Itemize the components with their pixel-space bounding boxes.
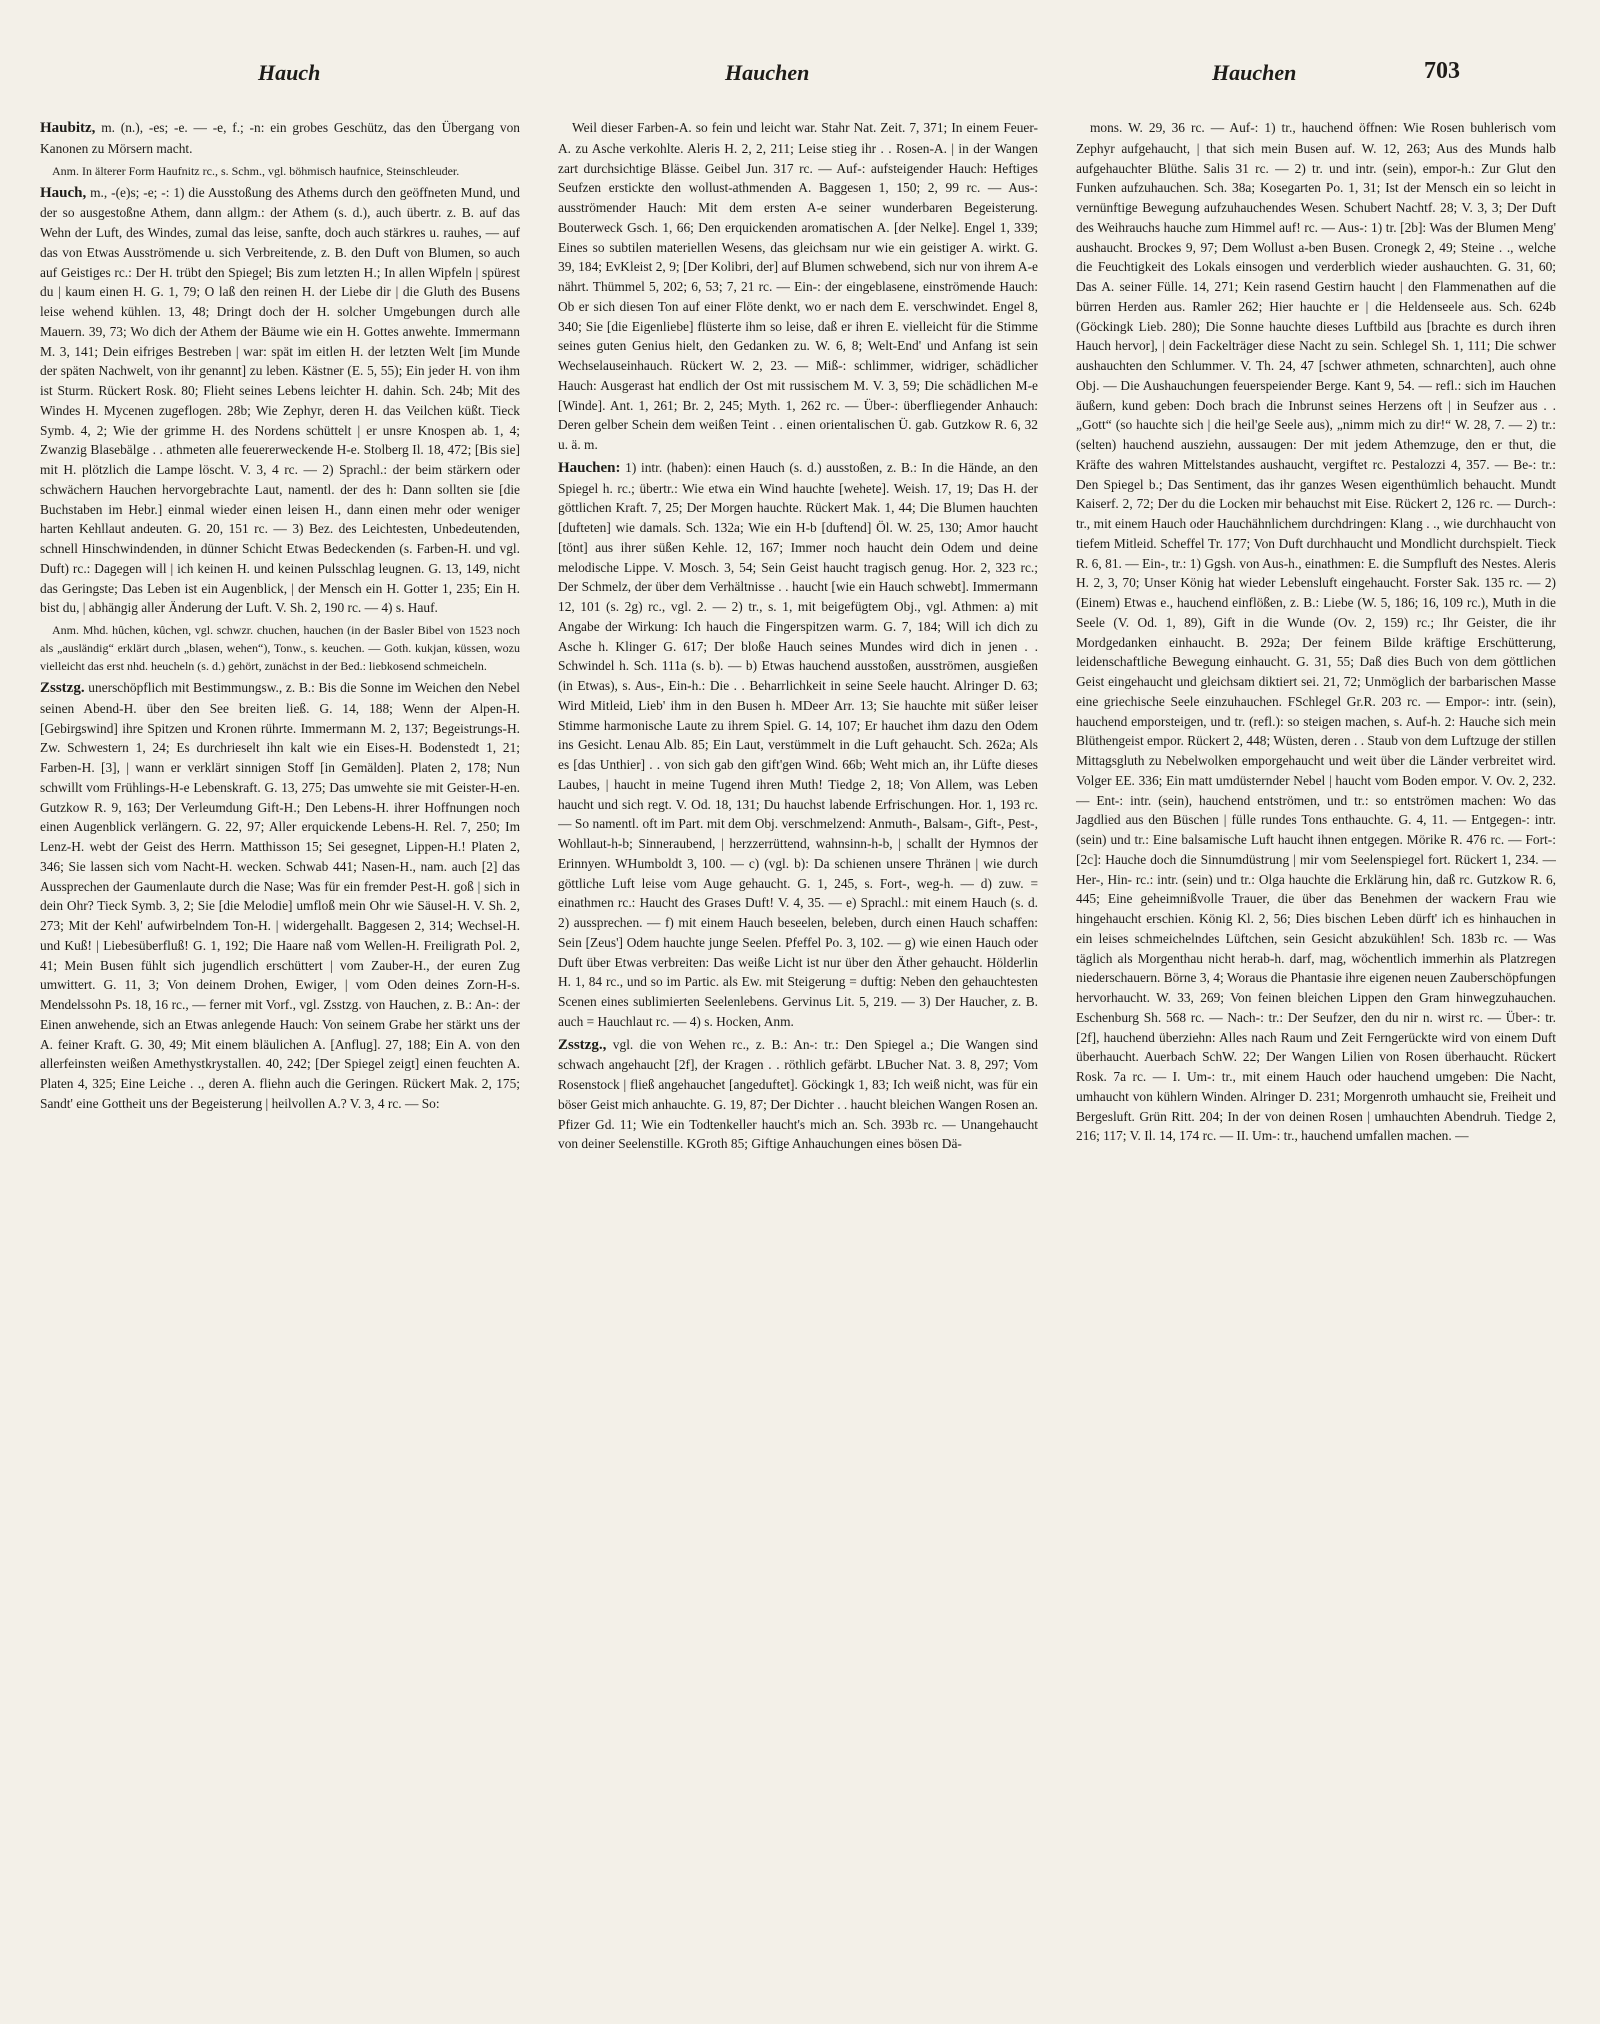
dictionary-paragraph (40, 621, 520, 675)
entry-lemma: Hauch, (40, 184, 87, 201)
text-column-left (40, 118, 520, 1998)
right-headword: Hauchen (1212, 60, 1297, 85)
dictionary-paragraph (40, 678, 520, 1114)
entry-text: Weil dieser Farben-A. so fein und leicht war. Stahr Nat. Zeit. 7, 371; In einem Feuer-A. zu Asche verkohlte. Aleris H. 2, 2, 211; Leise stieg ihr . . Rosen-A. | in der Wangen zart durchsichtige Blässe. Geibel Jun. 317 rc. — Auf-: aufsteigender Hauch: Heftiges Seufzen erstickte den wollust-athmenden A. Baggesen 1, 150; 2, 99 rc. — Aus-: ausströmender Hauch: Mit dem ersten A-e seiner wunderbaren Begeisterung. Bouterweck Gsch. 1, 66; Den erquickenden aromatischen A. [der Nelke]. Engel 1, 339; Eines so subtilen materiellen Wesens, das gleichsam nur wie ein geistiger A. wirkt. G. 39, 184; EvKleist 2, 9; [Der Kolibri, der] auf Blumen schwebend, sich nur von ihrem A-e nährt. Thümmel 5, 202; 6, 53; 7, 21 rc. — Ein-: der eingeblasene, einströmende Hauch: Ob er sich diesen Ton auf einer Flöte denkt, wo er nach dem E. verschwindet. Engel 8, 340; Sie [die Eigenliebe] flüsterte ihm so leise, daß er ihren E. vielleicht für die Stimme seines guten Genius hielt, den Gedanken zu. W. 6, 8; Welt-End' und Anfang ist sein Wechselauseinhauch. Rückert W. 2, 23. — Miß-: schlimmer, widriger, schädlicher Hauch: Ausgerast hat endlich der Ost mit russischem M. V. 3, 59; Die schädlichen M-e [Winde]. Ant. 1, 261; Br. 2, 245; Myth. 1, 262 rc. — Über-: überfliegender Anhauch: Deren gelber Schein dem weißen Teint . . einen orientalischen Ü. gab. Gutzkow R. 6, 32 u. ä. m. (558, 120, 1038, 452)
page-number: 703 (1424, 58, 1460, 84)
running-header (0, 60, 1600, 100)
entry-text: mons. W. 29, 36 rc. — Auf-: 1) tr., hauchend öffnen: Wie Rosen buhlerisch vom Zephyr aufgehaucht, | that sich mein Busen auf. W. 12, 263; Aus des Munds halb aufgehauchter Blüthe. Salis 31 rc. — 2) tr. und intr. (sein), empor-h.: Zur Glut den Funken aufzuhauchen. Sch. 38a; Kosegarten Po. 1, 31; Ist der Mensch ein so leicht in vernünftige Bewegung aufzuhauchendes Wesen. Schubert Nachtf. 28; V. 3, 3; Der Duft des Weihrauchs hauche zum Himmel auf! rc. — Aus-: 1) tr. [2b]: Was der Blumen Meng' aushaucht. Brockes 9, 97; Dem Wollust a-ben Busen. Cronegk 2, 49; Steine . ., welche die Feuchtigkeit des Lokals einsogen und verderblich wieder aushauchten. G. 31, 60; Das A. seiner Fülle. 14, 271; Kein rasend Gestirn haucht | den Flammenathen auf die bürren Herden aus. Ramler 262; Hier hauchte er | die Heldenseele aus. Sch. 624b (Göckingk Lieb. 280); Die Sonne hauchte dieses Luftbild aus [brachte es durch ihren Hauch hervor], | dein Fackelträger diese Nacht zu sein. Schlegel Sh. 1, 111; Die schwer aushauchten den Schlummer. V. Th. 24, 47 [schwer athmeten, schnarchten], auch ohne Obj. — Die Aushauchungen feuerspeiender Berge. Kant 9, 54. — refl.: sich im Hauchen äußern, kund geben: Doch brach die Inbrunst seines Herzens oft | in Seufzer aus . . „Gott“ (so hauchte sich | die heil'ge Seele aus), „nimm mich zu dir!“ W. 28, 7. — 2) tr.: (selten) hauchend ausziehn, aussaugen: Der mit jedem Athemzuge, den er thut, die Kräfte des wahren Mittelstandes aushaucht, vergiftet rc. Pestalozzi 4, 357. — Be-: tr.: Den Spiegel b.; Das Sentiment, das ihr ganzes Wesen eigenthümlich behaucht. Mundt Kaiserf. 2, 72; Der du die Locken mir behauchst mit Eise. Rückert 2, 126 rc. — Durch-: tr., mit einem Hauch oder Hauchähnlichem durchdringen: Klang . ., wie durchhaucht von tiefem Mitleid. Scheffel Tr. 177; Von Duft durchhaucht und Mondlicht durchspielt. Tieck R. 6, 81. — Ein-, tr.: 1) Ggsh. von Aus-h., einathmen: E. die Sumpfluft des Nestes. Aleris H. 2, 3, 70; Unser König hat wieder Lebensluft eingehaucht. Forster Sak. 135 rc. — 2) (Einem) Etwas e., hauchend einflößen, z. B.: Liebe (W. 5, 186; 16, 109 rc.), Muth in die Seele (V. Od. 1, 89), Gift in die Wunde (Ov. 2, 159) rc.; Ihr Geister, die ihr Mordgedanken einhaucht. B. 292a; Der feinem Bilde kräftige Erschütterung, leidenschaftliche Bewegung einhaucht. G. 31, 55; Daß dies Buch von dem göttlichen Geist eingehaucht und gleichsam diktiert sei. 21, 72; Unmöglich der barbarischen Masse eine griechische Seele einzuhauchen. FSchlegel Gr.R. 203 rc. — Empor-: intr. (sein), hauchend emporsteigen, und tr. (refl.): so steigen machen, s. Auf-h. 2: Hauche sich mein Blüthengeist empor. Rückert 2, 448; Wüsten, deren . . Staub von dem Luftzuge der stillen Mittagsgluth zu Nebelwolken emporgehaucht und weit über die Länder verbreitet wird. Volger EE. 336; Ein matt umdüsternder Nebel | haucht vom Boden empor. V. Ov. 2, 232. — Ent-: intr. (sein), hauchend entströmen, und tr.: so entströmen machen: Wo das Jagdlied aus den Büschen | fülle rundes Tons enthauchte. G. 4, 11. — Entgegen-: intr. (sein) und tr.: Eine balsamische Luft haucht ihnen entgegen. Mörike R. 476 rc. — Fort-: [2c]: Hauche doch die Sinnumdüstrung | mir vom Seelenspiegel fort. Rückert 1, 234. — Her-, Hin- rc.: intr. (sein) und tr.: Olga hauchte die Erklärung hin, daß rc. Gutzkow R. 6, 445; Eine geheimnißvolle Trauer, die über das Benehmen der wackern Frau wie hingehaucht erschien. König Kl. 2, 56; Dies bischen Leben dürft' ich es hinhauchen in ein leises schmeichelndes Lüftchen, sein Gesicht abzukühlen! Sch. 183b rc. — Was täglich als Morgenthau nicht herab-h. darf, mag, wöchentlich immerhin als Platzregen niederschauern. Börne 3, 4; Woraus die Phantasie ihre eigenen neuen Zauberschöpfungen hervorhaucht. W. 33, 269; Von feinen bleichen Lippen den Gram hinwegzuhauchen. Eschenburg Sh. 568 rc. — Nach-: tr.: Der Seufzer, den du nir n. wirst rc. — Über-: tr. [2f], hauchend überziehn: Alles nach Raum und Zeit Ferngerückte wird von einem Duft überhaucht. Auerbach SchW. 22; Der Wangen Lilien von Rosen überhaucht. Rückert Rosk. 7a rc. — I. Um-: tr., mit einem Hauch oder hauchend umgeben: Die Nacht, umhaucht von kühlern Winden. Alringer D. 231; Morgenroth umhaucht sie, Freiheit und Bergesluft. Grün Ritt. 204; In der von deinen Rosen | umhauchten Abendruh. Tiedge 2, 216; 117; V. Il. 14, 174 rc. — II. Um-: tr., hauchend umfallen machen. — (1076, 120, 1556, 1144)
entry-text: m., -(e)s; -e; -: 1) die Ausstoßung des Athems durch den geöffneten Mund, und der so ausgestoßne Athem, dann allgm.: der Athem (s. d.), auch übertr. z. B. auf das Wehn der Luft, des Windes, zumal das leise, sanfte, doch auch stärkres u. rauhes, — auf das von Etwas Ausströmende u. sich Verbreitende, z. B. den Duft von Blumen, so auch auf Geistiges rc.: Der H. trübt den Spiegel; Bis zum letzten H.; In allen Wipfeln | spürest du | kaum einen H. G. 1, 79; O laß den reinen H. der Liebe dir | die Gluth des Busens leise wehend kühlen. 13, 48; Dringt doch der H. solcher Umgebungen durch alle Mauern. 39, 73; Wo dich der Athem der Bäume wie ein H. Gottes anwehte. Immermann M. 3, 141; Dein eifriges Bestreben | war: spät im eitlen H. der letzten Welt [im Munde der späten Nachwelt, von ihr genannt] zu leben. Kästner (E. 5, 55); Ein jeder H. von ihm ist Sturm. Rückert Rosk. 80; Flieht seines Lebens leichter H. dahin. Sch. 24b; Mit des Windes H. Mycenen zugeflogen. 28b; Wie Zephyr, deren H. das Veilchen küßt. Tieck Symb. 4, 2; Wie der grimme H. des Nordens schüttelt | er unsre Knospen ab. 1, 4; Zwanzig Blasebälge . . athmeten alle feuererweckende H-e. Stolberg Il. 18, 472; [Bis sie] mit H. plötzlich die Lampe löscht. V. 3, 4 rc. — 2) Sprachl.: der beim stärkern oder schwächern Hauchen hervorgebrachte Laut, namentl. der des h: Dann sollten sie [die Buchstaben im Hebr.] einmal wieder einen leisen H., dann einen mehr oder weniger harten Kehllaut andeuten. G. 20, 151 rc. — 3) Bez. des Leichtesten, Unbedeutenden, schnell Hinschwindenden, in dünner Schicht Etwas Bedeckenden (s. Farben-H. und vgl. Duft) rc.: Dagegen will | ich keinen H. und keinen Pulsschlag leugnen. G. 13, 149, nicht das Geringste; Das Leben ist ein Augenblick, | der Mensch ein H. Gotter 1, 235; Ein H. bist du, | abhängig aller Änderung der Luft. V. Sh. 2, 190 rc. — 4) s. Hauf. (40, 184, 520, 616)
entry-text: Anm. In älterer Form Haufnitz rc., s. Schm., vgl. böhmisch haufnice, Steinschleuder. (52, 163, 460, 178)
entry-lemma: Hauchen: (558, 459, 621, 476)
dictionary-paragraph (40, 162, 520, 180)
entry-lemma: Zsstzg. (40, 680, 85, 696)
dictionary-paragraph (1076, 118, 1556, 1146)
text-column-right (1076, 118, 1556, 1998)
entry-text: m. (n.), -es; -e. — -e, f.; -n: ein grobes Geschütz, das den Übergang von Kanonen zu Mörsern macht. (40, 120, 520, 156)
entry-text: vgl. die von Wehen rc., z. B.: An-: tr.: Den Spiegel a.; Die Wangen sind schwach angehaucht [2f], der Kragen . . röthlich gefärbt. LBucher Nat. 3. 8, 297; Vom Rosenstock | fließ angehauchet [angeduftet]. Göckingk 1, 83; Ich weiß nicht, was für ein böser Geist mich anhauchte. G. 19, 87; Der Dichter . . haucht bleichen Wangen Rosen an. Pfizer Gd. 11; Wie ein Todtenkeller haucht's mich an. Sch. 393b rc. — Unangehaucht von deiner Seelenstille. KGroth 85; Giftige Anhauchungen eines bösen Dä- (558, 1036, 1038, 1152)
text-column-middle (558, 118, 1038, 1998)
entry-text: Anm. Mhd. hûchen, kûchen, vgl. schwzr. chuchen, hauchen (in der Basler Bibel von 1523 noch als „ausländig“ erklärt durch „blasen, wehen“), Tonw., s. keuchen. — Goth. kukjan, küssen, wozu vielleicht das erst nhd. heucheln (s. d.) gehört, zunächst in der Bed.: liebkosend schmeicheln. (40, 623, 520, 673)
entry-lemma: Zsstzg., (558, 1036, 607, 1053)
dictionary-paragraph (40, 183, 520, 619)
dictionary-paragraph (40, 118, 520, 159)
dictionary-paragraph (558, 458, 1038, 1032)
dictionary-paragraph (558, 118, 1038, 455)
left-headword: Hauch (258, 60, 321, 85)
dictionary-paragraph (558, 1035, 1038, 1155)
center-headword: Hauchen (725, 60, 810, 85)
entry-lemma: Haubitz, (40, 120, 96, 136)
entry-text: 1) intr. (haben): einen Hauch (s. d.) ausstoßen, z. B.: In die Hände, an den Spiegel h. rc.; übertr.: Wie etwa ein Wind hauchte [wehete]. Weish. 17, 19; Das H. der göttlichen Kraft. 7, 25; Der Morgen hauchte. Rückert Mak. 1, 44; Die Blumen hauchten [dufteten] wie damals. Sch. 132a; Wie ein H-b [duftend] Öl. W. 25, 130; Amor haucht [tönt] aus ihrer süßen Kehle. 12, 167; Immer noch haucht dein Odem und deine melodische Lippe. V. Mosch. 3, 54; Sein Geist haucht tragisch genug. Hor. 2, 323 rc.; Der Schmelz, der über dem Verhältnisse . . haucht [wie ein Hauch schwebt]. Immermann 12, 101 (s. 2g) rc., vgl. 2. — 2) tr., s. 1, mit beigefügtem Obj., vgl. Athmen: a) mit Angabe der Wirkung: Ich hauch die Fingerspitzen warm. G. 7, 184; Will ich dich zu Asche h. Klinger G. 617; Der bloße Hauch seines Mundes wird dich in jenen . . Schwindel h. Sch. 111a (s. b). — b) Etwas hauchend ausstoßen, ausströmen, ausgießen (in Etwas), s. Aus-, Ein-h.: Die . . Beharrlichkeit in seine Seele haucht. Alringer D. 63; Wird Mitleid, Lieb' ihm in den Busen h. MDeer Arr. 13; Sie hauchte mit süßer leiser Stimme harmonische Laute zu ihrem Spiel. G. 14, 107; Er hauchet ihm dazu den Odem ins Gesicht. Lenau Alb. 85; Ein Laut, verstümmelt in die Luft gehaucht. Sch. 262a; Als es [das Unthier] . . von sich gab den gift'gen Wind. 66b; Weht mich an, ihr Lüfte dieses Laubes, | haucht in meine Tugend ihren Muth! Tiedge 2, 18; Von Allem, was Leben haucht und sich regt. V. Od. 18, 131; Du hauchst labende Erfrischungen. Hor. 1, 193 rc. — So namentl. oft im Part. mit dem Obj. verschmelzend: Anmuth-, Balsam-, Gift-, Pest-, Wohllaut-h-b; Sinneraubend, | herzzerrüttend, wahnsinn-h-b, | schallt der Hymnos der Erinnyen. WHumboldt 3, 100. — c) (vgl. b): Da schienen unsere Thränen | wie durch göttliche Luft leise vom Auge gehaucht. G. 1, 245, s. Fort-, weg-h. — d) zuw. = einathmen rc.: Haucht des Grases Duft! V. 4, 35. — e) Sprachl.: mit einem Hauch (s. d. 2) aussprechen. — f) mit einem Hauch beseelen, beleben, durch einen Hauch schaffen: Sein [Zeus'] Odem hauchte junge Seelen. Pfeffel Po. 3, 102. — g) wie einen Hauch oder Duft über Etwas verbreiten: Das weiße Licht ist nur über den Äther gehaucht. Hölderlin H. 1, 84 rc., und so im Partic. als Ew. mit Steigerung = duftig: Neben den gehauchtesten Scenen eines sublimierten Seelenlebens. Gervinus Lit. 5, 219. — 3) Der Haucher, z. B. auch = Hauchlaut rc. — 4) s. Hocken, Anm. (558, 459, 1038, 1029)
entry-text: unerschöpflich mit Bestimmungsw., z. B.: Bis die Sonne im Weichen den Nebel seinen Abend-H. über den See breiten ließ. G. 14, 188; Wenn der Alpen-H. [Gebirgswind] ihre Spitzen und Kronen rührte. Immermann M. 2, 137; Begeistrungs-H. Zw. Schwestern 1, 24; Es durchrieselt ihn kalt wie ein Eises-H. Bodenstedt 1, 21; Farben-H. [3], | wann er verklärt sinnigen Stoff [in Gemälden]. Platen 2, 178; Nun schwillt vom Frühlings-H-e Lebenskraft. G. 13, 275; Das umwehte sie mit Geister-H-en. Gutzkow R. 9, 163; Der Verleumdung Gift-H.; Den Lebens-H. ihrer Hoffnungen noch einen Augenblick verlängern. G. 22, 97; Aller erquickende Lebens-H. Rel. 7, 250; Im Lenz-H. webt der Geist des Herrn. Matthisson 15; Sei gesegnet, Lippen-H.! Platen 2, 346; Sie lassen sich vom Nacht-H. wecken. Schwab 441; Nasen-H., nam. auch [2] das Aussprechen der Gaumenlaute durch die Nase; Was für ein fremder Pest-H. goß | sich in dein Ohr? Tieck Symb. 3, 2; Sie [die Melodie] umfloß mein Ohr wie Säusel-H. V. Sh. 2, 273; Mit der Kehl' aufwirbelndem Ton-H. | widergehallt. Baggesen 2, 314; Wechsel-H. und Kuß! | Liebesüberfluß! G. 1, 192; Die Haare naß vom Wellen-H. Freiligrath Pol. 2, 41; Mein Busen fühlt sich jugendlich erschüttert | vom Zauber-H., der euren Zug umwittert. G. 11, 3; Von deinem Drohen, Ewiger, | vom Oden deines Zorn-H-s. Mendelssohn Ps. 18, 16 rc., — ferner mit Vorf., vgl. Zsstzg. von Hauchen, z. B.: An-: der Einen anwehende, sich an Etwas anlegende Hauch: Von seinem Grabe her stärkt uns der A. feiner Kraft. G. 30, 49; Mit einem bläulichen A. [Anflug]. 27, 188; Ein A. von den allerfeinsten weißen Amethystkrystallen. 40, 242; [Der Spiegel zeigt] einen feuchten A. Platen 4, 325; Eine Leiche . ., deren A. fliehn auch die Geringen. Rückert Mak. 2, 175; Sandt' eine Gottheit uns der Begeisterung | heilvollen A.? V. 3, 4 rc. — So: (40, 680, 520, 1111)
